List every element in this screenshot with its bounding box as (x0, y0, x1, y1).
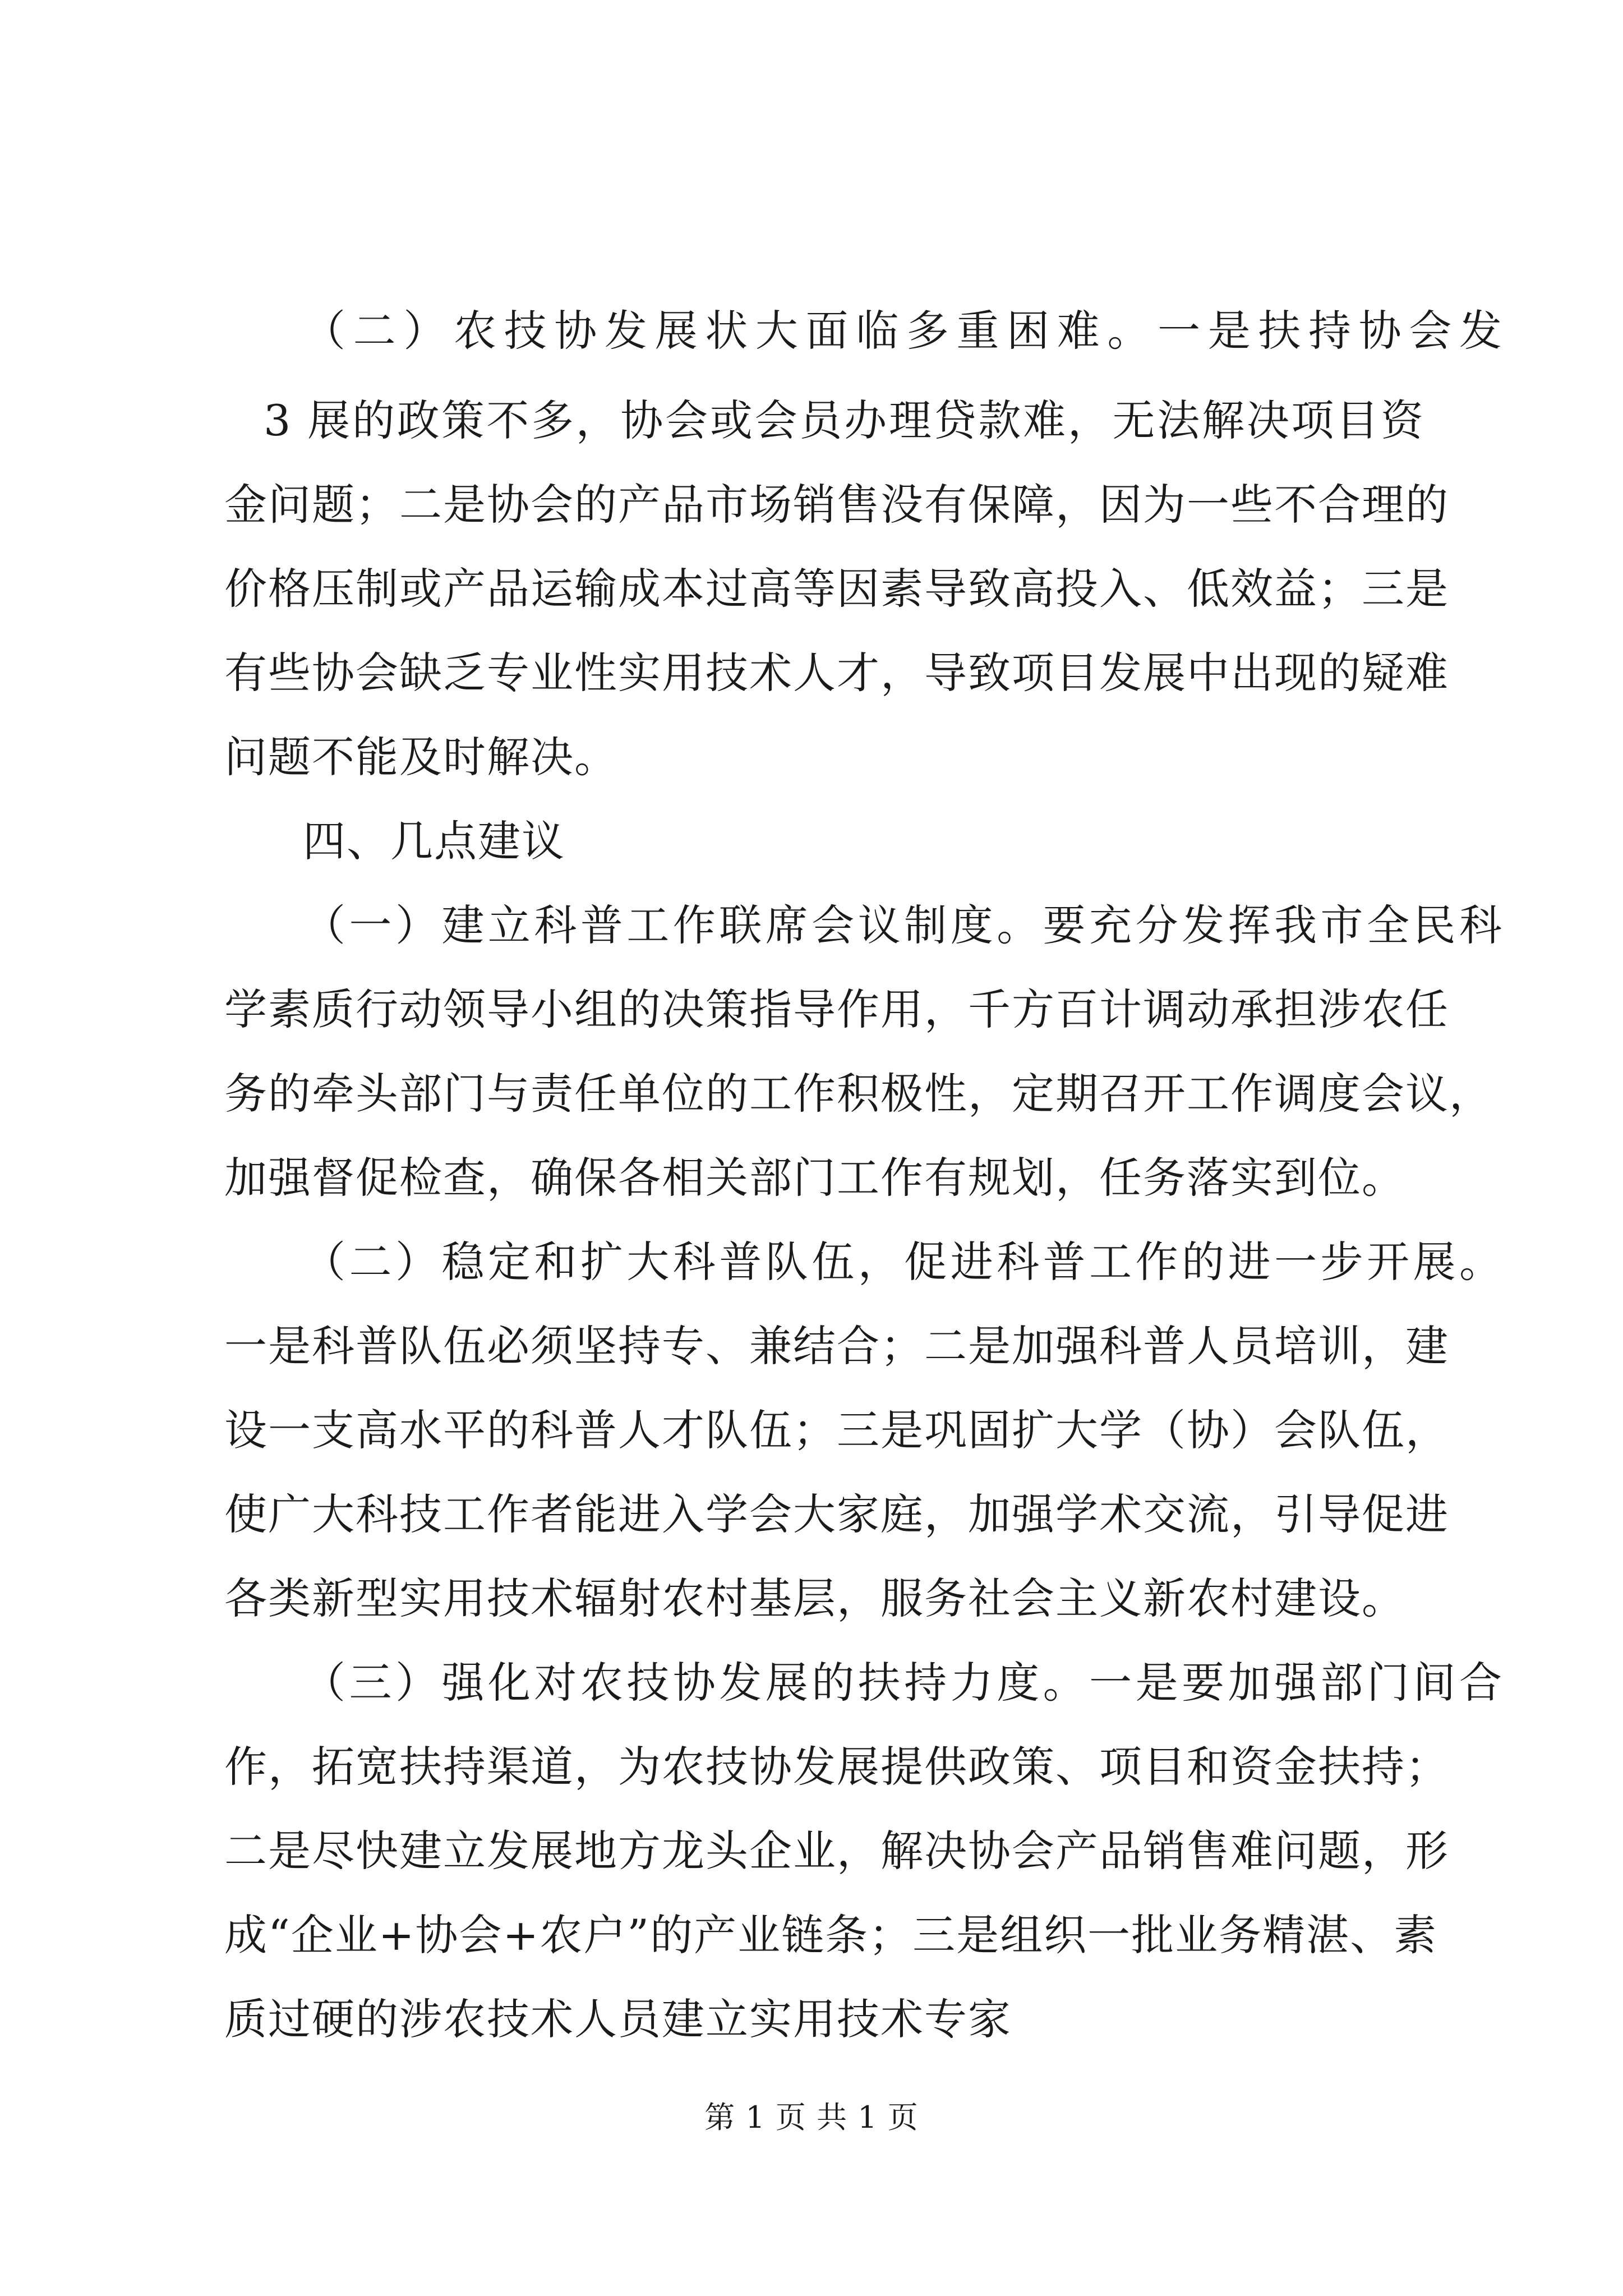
paragraph-line: 质过硬的涉农技术人员建立实用技术专家 (224, 1994, 1012, 2044)
paragraph-line: 作，拓宽扶持渠道，为农技协发展提供政策、项目和资金扶持； (224, 1742, 1449, 1792)
paragraph-line: （二）农技协发展状大面临多重困难。一是扶持协会发 (303, 306, 1503, 356)
paragraph-line: 有些协会缺乏专业性实用技术人才，导致项目发展中出现的疑难 (224, 648, 1449, 698)
paragraph-line: 一是科普队伍必须坚持专、兼结合；二是加强科普人员培训，建 (224, 1321, 1449, 1371)
paragraph-line: 二是尽快建立发展地方龙头企业，解决协会产品销售难问题，形 (224, 1826, 1449, 1876)
paragraph-line: 各类新型实用技术辐射农村基层，服务社会主义新农村建设。 (224, 1573, 1405, 1623)
paragraph-line: 务的牵头部门与责任单位的工作积极性，定期召开工作调度会议， (224, 1069, 1493, 1119)
paragraph-line: 使广大科技工作者能进入学会大家庭，加强学术交流，引导促进 (224, 1489, 1449, 1539)
paragraph-line: （三）强化对农技协发展的扶持力度。一是要加强部门间合 (303, 1658, 1503, 1708)
page-footer: 第 1 页 共 1 页 (704, 2100, 919, 2135)
paragraph-line: 加强督促检查，确保各相关部门工作有规划，任务落实到位。 (224, 1153, 1405, 1203)
paragraph-line: 成“企业+协会+农户”的产业链条；三是组织一批业务精湛、素 (224, 1910, 1438, 1960)
paragraph-line: （二）稳定和扩大科普队伍，促进科普工作的进一步开展。 (303, 1237, 1503, 1287)
paragraph-line: 价格压制或产品运输成本过高等因素导致高投入、低效益；三是 (224, 564, 1449, 614)
paragraph-line: （一）建立科普工作联席会议制度。要充分发挥我市全民科 (303, 900, 1503, 950)
paragraph-line: 学素质行动领导小组的决策指导作用，千方百计调动承担涉农任 (224, 984, 1449, 1034)
paragraph-line: 3 展的政策不多，协会或会员办理贷款难，无法解决项目资 (264, 395, 1424, 445)
paragraph-line: 金问题；二是协会的产品市场销售没有保障，因为一些不合理的 (224, 480, 1449, 530)
paragraph-line: 问题不能及时解决。 (224, 732, 618, 782)
paragraph-line: 设一支高水平的科普人才队伍；三是巩固扩大学（协）会队伍， (224, 1405, 1449, 1455)
section-heading: 四、几点建议 (303, 816, 565, 866)
